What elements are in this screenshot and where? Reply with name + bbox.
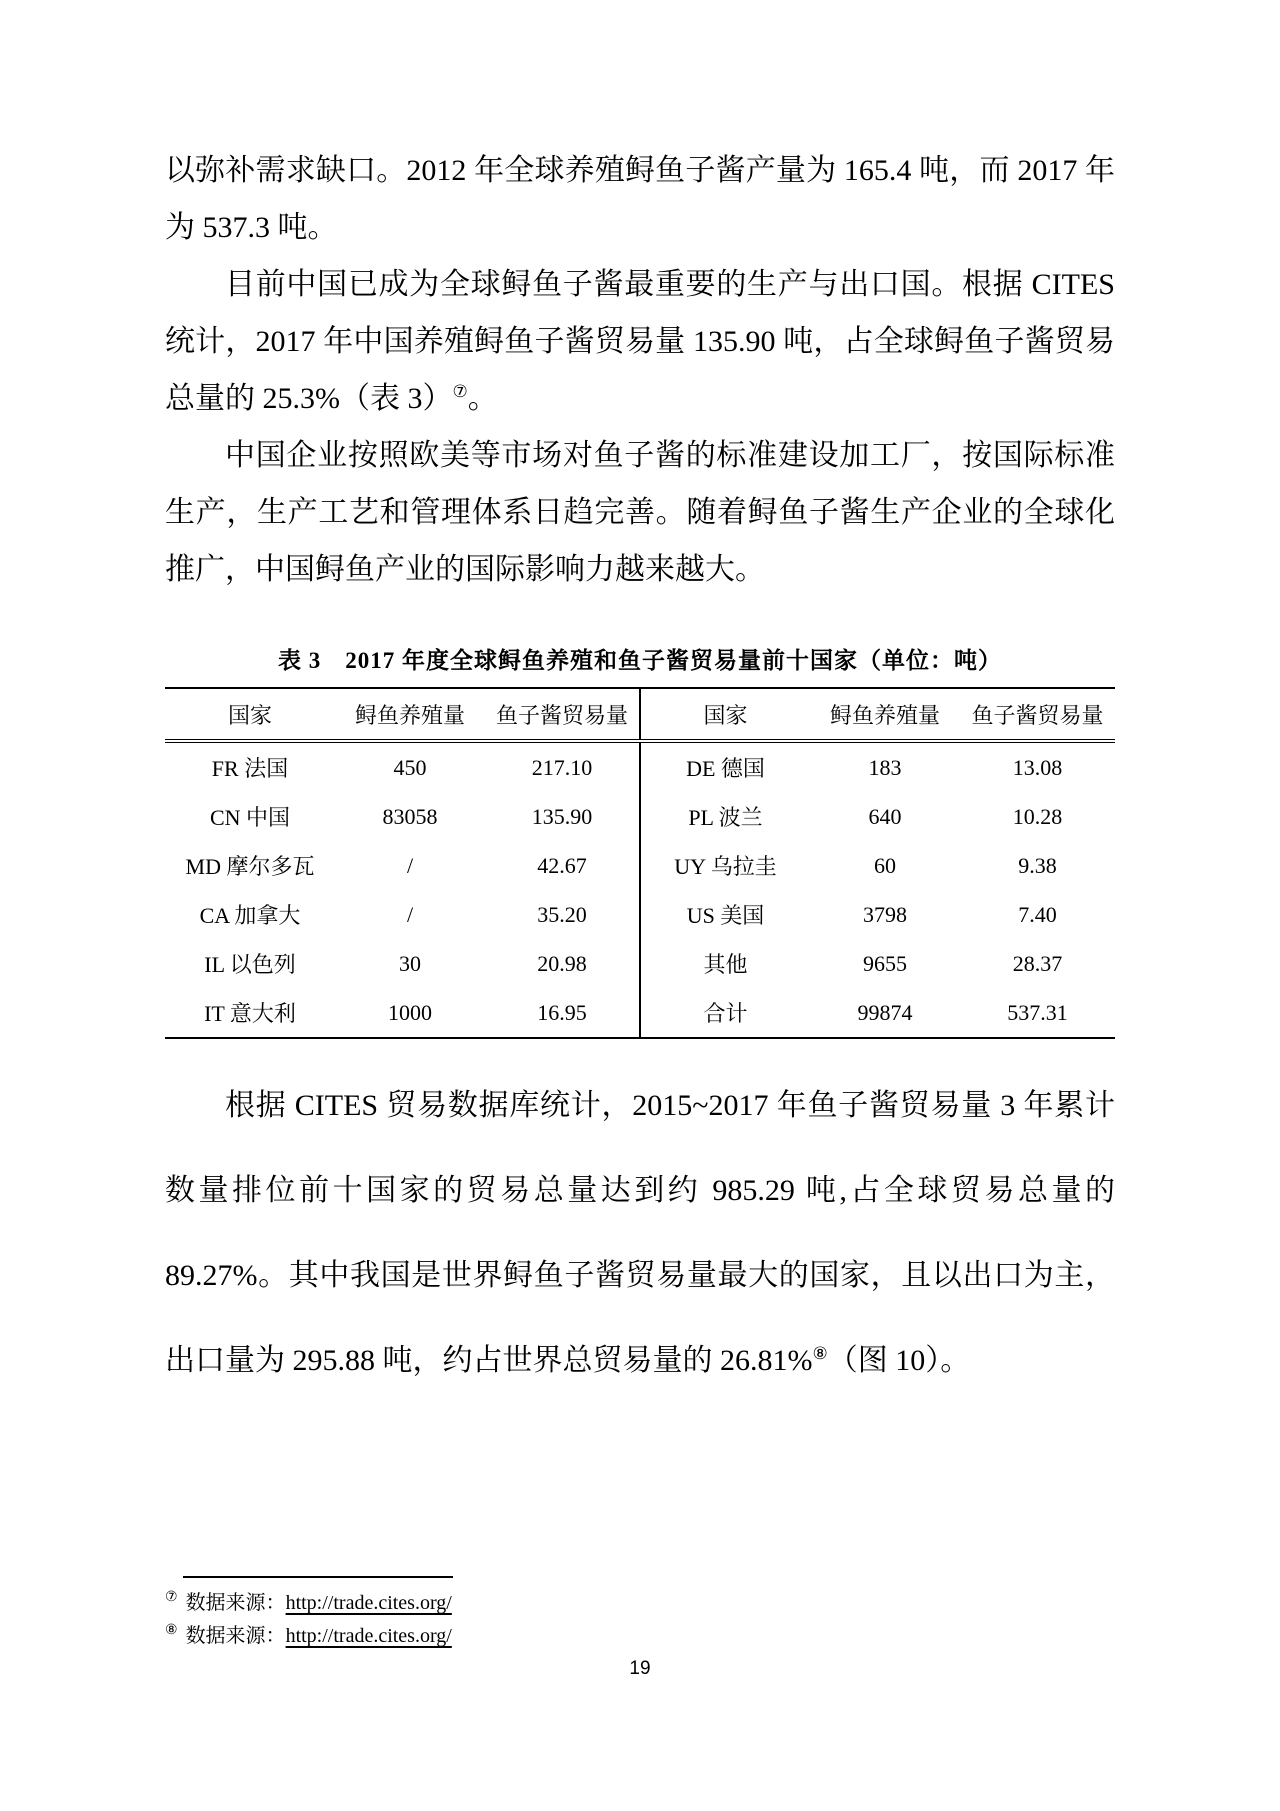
table-cell: / (406, 901, 414, 927)
table-row (165, 841, 1115, 890)
table-cell: 537.31 (1007, 999, 1068, 1025)
table-header-cell: 鱼子酱贸易量 (960, 688, 1115, 741)
footnote-link[interactable]: http://trade.cites.org/ (285, 1592, 452, 1614)
table-cell: 7.40 (1018, 901, 1057, 927)
table-cell: DE 德国 (640, 741, 810, 792)
table-cell: FR 法国 (211, 756, 289, 781)
body-paragraph-4 (165, 1063, 1115, 1403)
table-cell: 217.10 (531, 754, 593, 780)
table-cell: 35.20 (537, 901, 587, 927)
table-cell: 3798 (863, 901, 907, 927)
table-cell: 合计 (640, 988, 810, 1038)
table-cell: 9655 (863, 950, 907, 976)
table-row (165, 988, 1115, 1038)
body-paragraph-3 (165, 427, 1115, 598)
footnote-ref-7: ⑦ (452, 382, 468, 401)
table-cell: 9.38 (1018, 852, 1057, 878)
table-cell: 640 (868, 803, 902, 829)
table-cell: / (406, 852, 414, 878)
paragraph-text: 。 (467, 382, 498, 415)
table-header-cell: 国家 (640, 688, 810, 741)
table-header-cell: 鲟鱼养殖量 (335, 688, 485, 741)
body-paragraph-1 (165, 142, 1115, 256)
footnote-8 (165, 1620, 965, 1653)
table-row (165, 890, 1115, 939)
footnote-label: 数据来源： (185, 1625, 286, 1647)
table-row (165, 741, 1115, 792)
table-header-cell: 鲟鱼养殖量 (810, 688, 960, 741)
page-content (165, 142, 1115, 1403)
footnote-marker: ⑧ (165, 1623, 178, 1639)
table-cell: 其他 (640, 939, 810, 988)
table-cell: 20.98 (537, 950, 587, 976)
footnotes-section (165, 1566, 965, 1653)
trade-table (165, 687, 1115, 1039)
table-cell: 450 (393, 754, 427, 780)
table-cell: 13.08 (1012, 754, 1063, 780)
table-cell: 28.37 (1012, 950, 1063, 976)
table-cell: 83058 (382, 803, 438, 829)
table-cell: UY 乌拉圭 (640, 841, 810, 890)
table-cell: 183 (868, 754, 902, 780)
paragraph-text: 中国企业按照欧美等市场对鱼子酱的标准建设加工厂，按国际标准生产，生产工艺和管理体系日趋完善。随着鲟鱼子酱生产企业的全球化推广，中国鲟鱼产业的国际影响力越来越大。 (165, 439, 1115, 586)
table-cell: CA 加拿大 (199, 903, 301, 928)
table-cell: 30 (399, 950, 421, 976)
table-cell: PL 波兰 (640, 792, 810, 841)
table-header-cell: 国家 (165, 688, 335, 741)
table-cell: 42.67 (537, 852, 587, 878)
footnote-marker: ⑦ (165, 1590, 178, 1606)
table-cell: CN 中国 (209, 805, 291, 830)
table-row (165, 939, 1115, 988)
table-cell: 1000 (388, 999, 432, 1025)
body-paragraph-2 (165, 256, 1115, 427)
paragraph-text: 根据 CITES 贸易数据库统计，2015~2017 年鱼子酱贸易量 3 年累计数量排位前十国家的贸易总量达到约 985.29 吨,占全球贸易总量的 89.27%。其中我国是世界鲟鱼子酱贸易量最大的国家，且以出口为主，出口量为 295.88 吨，约占世界总贸易量的 26.81% (165, 1089, 1115, 1377)
table-cell: 60 (874, 852, 896, 878)
table-row (165, 792, 1115, 841)
footnote-separator (183, 1576, 453, 1578)
table-header-row (165, 688, 1115, 741)
table-cell: 135.90 (531, 803, 593, 829)
paragraph-text: 以弥补需求缺口。2012 年全球养殖鲟鱼子酱产量为 165.4 吨，而 2017 年为 537.3 吨。 (165, 154, 1115, 244)
page-number: 19 (629, 1658, 651, 1679)
table-cell: MD 摩尔多瓦 (185, 854, 315, 879)
paragraph-text: （图 10）。 (827, 1344, 971, 1377)
footnote-ref-8: ⑧ (812, 1344, 828, 1363)
table-cell: IT 意大利 (204, 1001, 296, 1026)
table-cell: US 美国 (640, 890, 810, 939)
paragraph-text: 目前中国已成为全球鲟鱼子酱最重要的生产与出口国。根据 CITES 统计，2017 年中国养殖鲟鱼子酱贸易量 135.90 吨，占全球鲟鱼子酱贸易总量的 25.3%（表 3） (165, 268, 1115, 415)
footnote-7 (165, 1587, 965, 1620)
table-caption: 表 3 2017 年度全球鲟鱼养殖和鱼子酱贸易量前十国家（单位：吨） (278, 648, 1002, 673)
table-cell: 10.28 (1012, 803, 1063, 829)
table-cell: 16.95 (537, 999, 587, 1025)
footnote-link[interactable]: http://trade.cites.org/ (285, 1625, 452, 1647)
table-body (165, 741, 1115, 1038)
table-header-cell: 鱼子酱贸易量 (485, 688, 640, 741)
table-cell: IL 以色列 (204, 952, 296, 977)
footnote-label: 数据来源： (185, 1592, 286, 1614)
table-cell: 99874 (857, 999, 913, 1025)
